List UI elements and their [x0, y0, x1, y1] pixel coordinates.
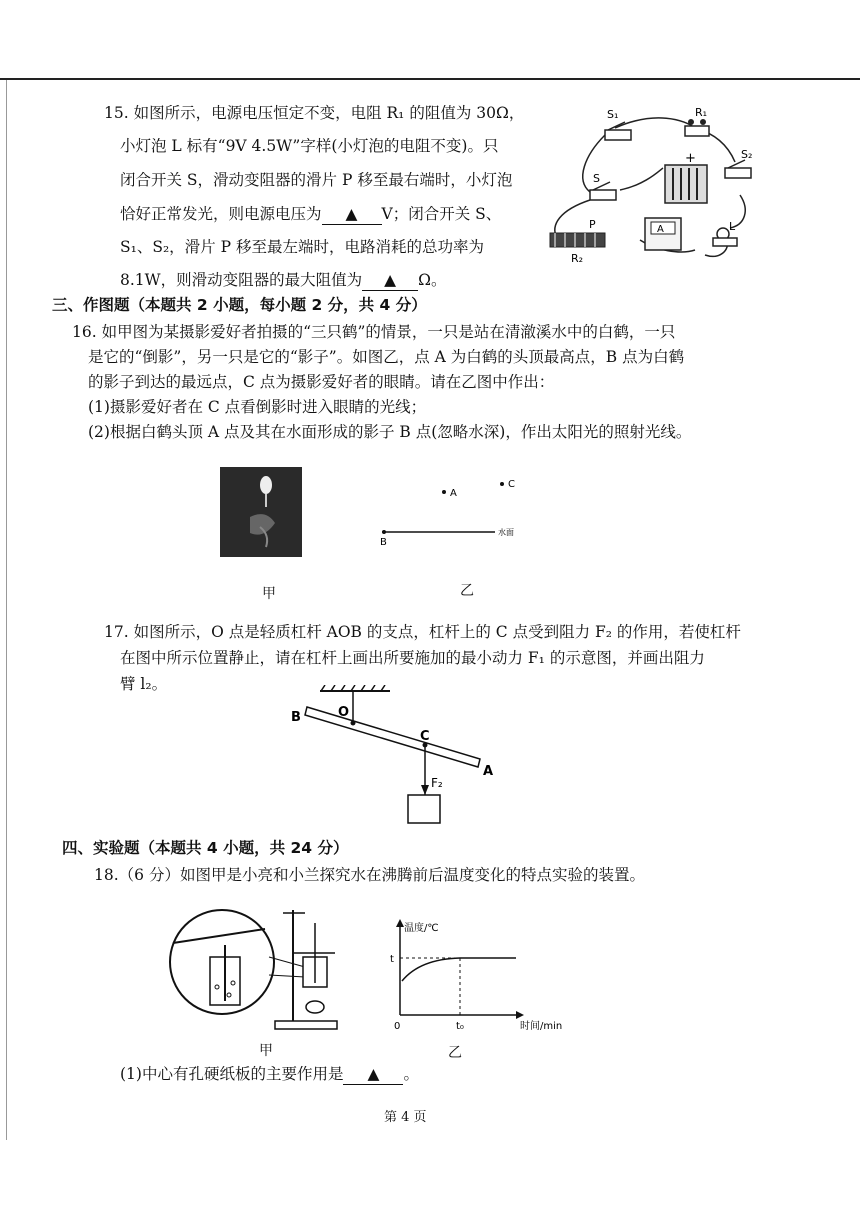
- circuit-label-s2: S₂: [741, 148, 753, 161]
- q16-point-a: A: [450, 488, 457, 499]
- q15-line3: 闭合开关 S，滑动变阻器的滑片 P 移至最右端时，小灯泡: [120, 171, 513, 189]
- q15-circuit-diagram: [545, 100, 765, 275]
- circuit-label-plus: +: [685, 151, 696, 166]
- graph-origin-label: 0: [394, 1021, 401, 1032]
- q16-diagram-yi: [370, 470, 530, 550]
- section3-title: 三、作图题（本题共 2 小题，每小题 2 分，共 4 分）: [52, 296, 427, 314]
- q16-line3: 的影子到达的最远点，C 点为摄影爱好者的眼睛。请在乙图中作出：: [88, 373, 555, 391]
- q16-line2: 是它的“倒影”，另一只是它的“影子”。如图乙，点 A 为白鹤的头顶最高点，B 点为白鹤: [88, 348, 685, 366]
- q16-point-b: B: [380, 537, 387, 548]
- circuit-label-p: P: [589, 218, 596, 231]
- q16-line1: 16. 如甲图为某摄影爱好者拍摄的“三只鹤”的情景，一只是站在清澈溪水中的白鹤，一只: [72, 323, 676, 341]
- circuit-label-a: A: [657, 224, 664, 235]
- circuit-label-r1: R₁: [695, 106, 708, 119]
- left-margin-line: [6, 80, 7, 1140]
- q16-point-c: C: [508, 479, 515, 490]
- circuit-label-s: S: [593, 172, 600, 185]
- q15-line4-pre: 恰好正常发光，则电源电压为: [120, 205, 322, 223]
- q18-answer-blank-1[interactable]: ▲: [343, 1064, 403, 1085]
- q18-sub1-pre: (1)中心有孔硬纸板的主要作用是: [120, 1065, 344, 1083]
- q17-label-a: A: [483, 764, 494, 779]
- graph-t0-label: t₀: [456, 1021, 464, 1032]
- graph-t-label: t: [390, 954, 394, 965]
- section4-title: 四、实验题（本题共 4 小题，共 24 分）: [62, 839, 349, 857]
- q17-label-o: O: [338, 705, 350, 720]
- circuit-label-r2: R₂: [571, 252, 584, 265]
- q16-label-yi: 乙: [460, 583, 474, 599]
- q15-line6-pre: 8.1W，则滑动变阻器的最大阻值为: [120, 271, 363, 289]
- q16-line4: (1)摄影爱好者在 C 点看倒影时进入眼睛的光线；: [88, 398, 427, 416]
- crane-image: [220, 467, 302, 557]
- q18-label-yi: 乙: [448, 1045, 462, 1061]
- q16-crane-photo: [220, 467, 302, 557]
- q15-line4: [120, 204, 501, 225]
- circuit-label-s1: S₁: [607, 108, 619, 121]
- q16-line5: (2)根据白鹤头顶 A 点及其在水面形成的影子 B 点(忽略水深)，作出太阳光的照射光线。: [88, 423, 692, 441]
- q18-label-jia: 甲: [259, 1043, 273, 1059]
- q18-line1: 18.（6 分）如图甲是小亮和小兰探究水在沸腾前后温度变化的特点实验的装置。: [94, 866, 645, 884]
- top-border: [0, 78, 860, 80]
- q17-lever-diagram: [285, 685, 515, 830]
- circuit-label-l: L: [729, 220, 736, 233]
- q18-sub1-post: 。: [403, 1065, 419, 1083]
- q16-water-label: 水面: [498, 528, 514, 537]
- q15-answer-blank-1[interactable]: ▲: [322, 204, 382, 225]
- q18-apparatus-jia: [165, 905, 365, 1035]
- q17-label-c: C: [420, 729, 430, 744]
- q15-answer-blank-2[interactable]: ▲: [362, 270, 418, 291]
- q17-label-f2: F₂: [431, 776, 443, 790]
- q17-label-b: B: [291, 710, 301, 725]
- q15-line1: 15. 如图所示，电源电压恒定不变，电阻 R₁ 的阻值为 30Ω，: [104, 104, 525, 122]
- page-number: 第 4 页: [384, 1110, 427, 1125]
- q15-line2: 小灯泡 L 标有“9V 4.5W”字样(小灯泡的电阻不变)。只: [120, 137, 499, 155]
- q15-line5: S₁、S₂，滑片 P 移至最左端时，电路消耗的总功率为: [120, 238, 484, 256]
- graph-xlabel: 时间/min: [520, 1021, 563, 1032]
- q15-line4-post: V；闭合开关 S、: [381, 205, 502, 223]
- q17-line2: 在图中所示位置静止，请在杠杆上画出所要施加的最小动力 F₁ 的示意图，并画出阻力: [120, 649, 705, 667]
- graph-ylabel: 温度/℃: [404, 923, 439, 934]
- q15-line6: [120, 270, 446, 291]
- q18-sub1: [120, 1064, 419, 1085]
- q18-temperature-graph: [380, 915, 580, 1035]
- q16-label-jia: 甲: [262, 586, 276, 602]
- q17-line3: 臂 l₂。: [120, 675, 168, 693]
- q15-line6-post: Ω。: [418, 271, 447, 289]
- q17-line1: 17. 如图所示，O 点是轻质杠杆 AOB 的支点，杠杆上的 C 点受到阻力 F₂ 的作用，若使杠杆: [104, 623, 741, 641]
